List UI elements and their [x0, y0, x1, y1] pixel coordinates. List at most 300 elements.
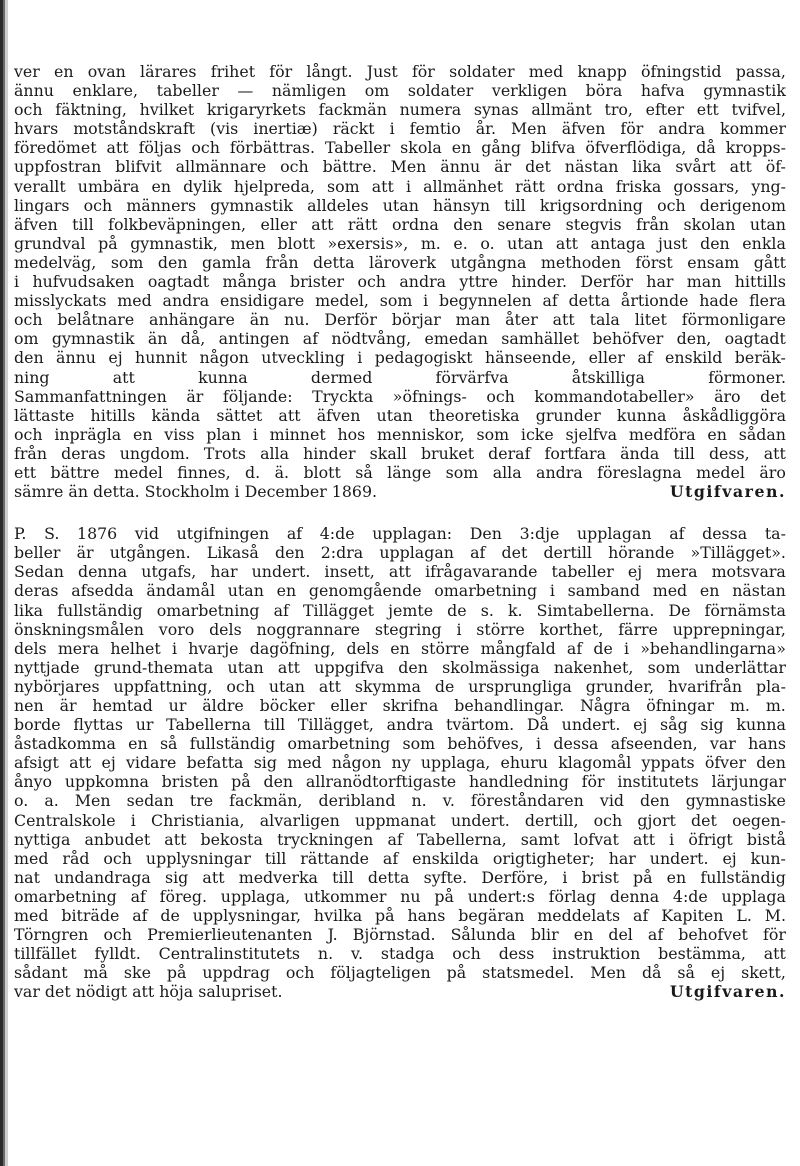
word: gossars,	[673, 176, 740, 196]
word: i	[536, 734, 542, 754]
word: verkligen	[491, 81, 568, 101]
word: Centralskole	[14, 810, 116, 830]
word: svårt	[675, 157, 716, 177]
word: deribland	[318, 791, 396, 811]
word: ensidigare	[220, 291, 305, 311]
word: nämligen	[271, 81, 347, 101]
word: uppfostran	[14, 157, 102, 177]
word: soldater	[407, 81, 474, 101]
word: —	[237, 81, 254, 101]
text-line	[14, 562, 786, 581]
word: att	[318, 676, 341, 696]
word: deras	[61, 443, 106, 463]
word: många	[222, 272, 277, 292]
word: lofvat	[573, 829, 619, 849]
word: och	[14, 310, 43, 330]
word: de	[434, 676, 455, 696]
word: tabeller	[156, 81, 219, 101]
word: stegvis	[565, 214, 622, 234]
word: följas	[138, 138, 182, 158]
word: från	[265, 252, 299, 272]
text-line	[14, 601, 786, 620]
word: dels	[209, 619, 242, 639]
word: större	[476, 619, 525, 639]
word: del	[608, 925, 633, 945]
word: hemtad	[92, 696, 153, 715]
text-line	[14, 310, 786, 329]
word: jemte	[388, 600, 434, 620]
word: behöfves,	[447, 734, 524, 754]
word: var	[709, 734, 736, 754]
word: som	[402, 734, 436, 754]
word: lärjungar	[711, 772, 786, 792]
word: i	[456, 619, 462, 639]
paragraph-1	[14, 62, 786, 501]
word: undert.	[649, 848, 709, 868]
word: origtigheter;	[492, 848, 595, 868]
word: rätt	[515, 176, 545, 196]
word: ensam	[687, 252, 740, 272]
word: ehuru	[500, 753, 548, 773]
word: såg	[660, 715, 688, 735]
word: afsedda	[71, 581, 134, 601]
word: hvilket	[139, 100, 195, 120]
word: nen	[14, 696, 44, 715]
word: utgången.	[109, 543, 191, 563]
text-line	[14, 234, 786, 253]
text-line	[14, 887, 786, 906]
word: med	[14, 906, 49, 926]
word: andra	[399, 272, 447, 292]
word: till	[72, 214, 94, 234]
word: hvarifrån	[667, 676, 743, 696]
word: att	[277, 657, 301, 677]
word: Derför	[580, 272, 633, 292]
word: Derför	[324, 310, 377, 330]
word: misslyckats	[14, 291, 107, 311]
word: stegring	[374, 619, 442, 639]
word: utan	[382, 195, 419, 215]
text-line	[14, 157, 786, 176]
word: skymma	[354, 676, 421, 696]
word: år.	[475, 119, 496, 139]
word: på	[434, 886, 454, 906]
word: ett	[14, 462, 37, 482]
line-text: var det nödigt att höja salupriset.	[14, 982, 283, 1002]
word: sedan	[126, 791, 174, 811]
word: men	[230, 233, 265, 253]
word: hitills	[90, 405, 136, 425]
word: denna	[609, 886, 660, 906]
text-line	[14, 772, 786, 791]
word: voro	[158, 619, 195, 639]
word: åskådliggöra	[682, 405, 786, 425]
word: Men	[511, 119, 547, 139]
word: Sedan	[14, 562, 64, 582]
word: rättande	[300, 848, 369, 868]
word: J.	[327, 925, 338, 945]
word: 1876	[77, 524, 118, 544]
word: krigaryrkets	[206, 100, 306, 120]
word: dessa	[553, 734, 599, 754]
word: så	[159, 734, 178, 754]
word: som	[647, 657, 681, 677]
word: gymnastik,	[130, 233, 218, 253]
word: grunder	[535, 405, 601, 425]
word: genomgående	[308, 581, 422, 601]
word: utan	[749, 214, 786, 234]
word: att	[763, 443, 786, 463]
word: utkommer	[304, 886, 387, 906]
word: frihet	[210, 62, 256, 81]
word: från	[636, 214, 670, 234]
word: bättre	[50, 462, 100, 482]
word: synas	[473, 100, 519, 120]
word: kunna	[616, 405, 667, 425]
word: sjelfva	[565, 424, 618, 444]
word: hörande	[608, 543, 675, 563]
word: alvarligen	[259, 810, 340, 830]
text-line	[14, 482, 786, 501]
word: en	[390, 638, 410, 658]
word: mera	[656, 562, 698, 582]
word: hänseende,	[484, 348, 577, 368]
word: på	[166, 963, 187, 983]
word: ursprungliga	[468, 676, 572, 696]
word: afseenden,	[610, 734, 698, 754]
text-line	[14, 406, 786, 425]
word: förlag	[548, 886, 597, 906]
word: fullständig	[700, 867, 786, 887]
word: tabeller	[551, 562, 614, 582]
word: anhängare	[149, 310, 235, 330]
word: för	[581, 772, 605, 792]
word: kommer	[720, 119, 786, 139]
word: Derföre,	[481, 867, 549, 887]
word: upplagan	[379, 543, 454, 563]
word: Törngren	[14, 925, 89, 945]
word: en	[699, 581, 720, 601]
word: och	[226, 676, 255, 696]
word: är	[59, 696, 77, 715]
word: utan	[507, 233, 544, 253]
word: skall	[369, 443, 407, 463]
word: af	[637, 348, 653, 368]
word: omarbetning	[156, 600, 260, 620]
word: och	[103, 925, 132, 945]
word: uppgifva	[314, 657, 385, 677]
word: allranödtorftigaste	[305, 772, 457, 792]
word: dertill,	[524, 810, 579, 830]
word: än	[249, 310, 270, 330]
word: då	[696, 138, 716, 158]
word: hänsyn	[433, 195, 491, 215]
word: af	[387, 829, 403, 849]
word: blott	[277, 233, 315, 253]
word: finnes,	[177, 462, 231, 482]
word: gymnastik	[210, 195, 293, 215]
word: emedan	[424, 329, 488, 349]
text-line	[14, 463, 786, 482]
word: sådan	[738, 424, 786, 444]
word: föreståndaren	[470, 791, 584, 811]
text-line	[14, 677, 786, 696]
word: denna	[77, 562, 128, 582]
word: fullständig	[57, 600, 143, 620]
word: medel	[696, 462, 745, 482]
text-line	[14, 581, 786, 600]
word: på	[375, 906, 395, 926]
word: dess,	[708, 443, 750, 463]
word: förvärfva	[435, 367, 509, 387]
word: fullständig	[189, 734, 276, 754]
word: Centralinstitutets	[158, 944, 301, 964]
word: ungdom.	[119, 443, 190, 463]
word: hvarje	[188, 638, 239, 658]
word: litet	[634, 310, 667, 330]
word: de	[593, 638, 613, 658]
word: bistå	[746, 829, 786, 849]
word: medelväg,	[14, 252, 97, 272]
word: yng-	[751, 176, 786, 196]
word: nybörjares	[14, 676, 100, 696]
word: syfte.	[423, 867, 468, 887]
word: är	[186, 386, 204, 406]
word: antaga	[590, 233, 646, 253]
word: skolan	[683, 214, 736, 234]
word: då,	[180, 329, 206, 349]
word: af	[566, 638, 583, 658]
word: behandlingar.	[454, 696, 565, 715]
word: statsmedel.	[482, 963, 575, 983]
word: nyttjade	[14, 657, 80, 677]
word: läroverk	[369, 252, 436, 272]
word: ett	[696, 100, 719, 120]
word: Just	[366, 62, 398, 81]
word: nat	[14, 867, 40, 887]
word: och	[280, 157, 309, 177]
word: ur	[168, 696, 187, 715]
word: ända	[620, 443, 660, 463]
word: hvars	[14, 119, 59, 139]
word: knapp	[577, 62, 627, 81]
word: Sålunda	[450, 925, 516, 945]
word: en	[132, 424, 153, 444]
word: till	[332, 867, 354, 887]
word: och	[357, 272, 386, 292]
word: långt.	[306, 62, 353, 81]
word: biträde	[61, 906, 120, 926]
word: lika	[632, 157, 662, 177]
word: ny	[391, 753, 411, 773]
word: folkbeväpningen,	[108, 214, 247, 234]
word: undert.	[561, 715, 621, 735]
text-line	[14, 868, 786, 887]
word: omarbetning	[287, 734, 391, 754]
word: k.	[507, 600, 523, 620]
word: hans	[407, 906, 446, 926]
word: Men	[590, 963, 626, 983]
word: upplaga,	[220, 886, 291, 906]
word: kropps-	[725, 138, 786, 158]
word: hos	[337, 424, 366, 444]
text-line	[14, 368, 786, 387]
word: med	[117, 291, 152, 311]
word: insett,	[324, 562, 375, 582]
word: skrifna	[382, 696, 439, 715]
word: på	[446, 963, 467, 983]
word: gymnastik	[51, 329, 135, 349]
text-line	[14, 963, 786, 982]
word: utan	[227, 581, 264, 601]
word: P.	[14, 524, 27, 544]
word: dylik	[183, 176, 222, 196]
word: i	[252, 424, 258, 444]
word: man	[686, 272, 722, 292]
word: methoden	[540, 252, 621, 272]
word: passa,	[735, 62, 786, 81]
word: är	[76, 543, 94, 563]
word: den	[157, 252, 188, 272]
word: numera	[399, 100, 462, 120]
word: ej	[710, 963, 726, 983]
word: större	[420, 638, 470, 658]
text-line	[14, 753, 786, 772]
word: de	[447, 600, 467, 620]
word: af	[302, 329, 319, 349]
word: af	[132, 906, 148, 926]
word: att	[311, 214, 334, 234]
word: sig	[700, 715, 724, 735]
word: Men	[390, 157, 427, 177]
word: uppfattning,	[113, 676, 213, 696]
word: upplysningar,	[192, 906, 302, 926]
word: andra	[386, 715, 434, 735]
word: och	[486, 386, 515, 406]
word: råd	[62, 848, 90, 868]
word: v.	[442, 791, 455, 811]
word: ännu	[14, 81, 54, 101]
word: först	[635, 252, 673, 272]
word: andra	[162, 291, 210, 311]
word: utan	[268, 676, 305, 696]
word: den,	[676, 329, 712, 349]
word: ver	[14, 62, 40, 81]
word: åstadkomma	[14, 734, 116, 754]
word: De	[668, 600, 691, 620]
word: och	[657, 195, 686, 215]
word: undert.	[251, 562, 311, 582]
word: bruket	[420, 443, 475, 463]
text-line	[14, 925, 786, 944]
word: ändamål	[146, 581, 215, 601]
word: a.	[44, 791, 59, 811]
word: blir	[530, 925, 559, 945]
word: föredömet	[14, 138, 97, 158]
word: utveckling	[261, 348, 345, 368]
word: kända	[151, 405, 201, 425]
text-line	[14, 524, 786, 543]
word: tvärtom.	[446, 715, 515, 735]
word: ning	[14, 367, 50, 387]
word: nästan	[732, 581, 786, 601]
word: enskild	[664, 348, 723, 368]
word: pedagogiskt	[374, 348, 473, 368]
word: ej	[633, 715, 648, 735]
word: af	[273, 600, 289, 620]
word: oagtadt	[724, 329, 786, 349]
word: ur	[135, 715, 154, 735]
word: vid	[134, 524, 159, 544]
word: samhället	[501, 329, 580, 349]
text-line	[14, 944, 786, 963]
word: efter	[645, 100, 685, 120]
word: »Tillägget».	[690, 543, 786, 563]
word: från	[14, 443, 47, 463]
text-line	[14, 253, 786, 272]
signature: Utgifvaren.	[669, 482, 786, 502]
word: stadga	[380, 944, 435, 964]
word: beräk-	[734, 348, 786, 368]
word: önskningsmålen	[14, 619, 144, 639]
word: böcker	[259, 696, 315, 715]
word: grund-themata	[93, 657, 214, 677]
text-line	[14, 138, 786, 157]
word: hans	[748, 734, 786, 754]
word: må	[83, 963, 108, 983]
word: en	[666, 867, 687, 887]
word: theoretiska	[428, 405, 520, 425]
word: kun-	[750, 848, 786, 868]
word: af	[647, 925, 664, 945]
word: sådant	[14, 963, 68, 983]
text-line	[14, 696, 786, 715]
word: gamla	[202, 252, 252, 272]
word: föreg.	[159, 886, 208, 906]
word: hjelpreda,	[233, 176, 315, 196]
word: af	[130, 886, 146, 906]
word: den	[263, 772, 294, 792]
word: skolmässiga	[442, 657, 540, 677]
word: det	[501, 543, 528, 563]
book-gutter-edge	[0, 0, 10, 1166]
word: yttre	[459, 272, 498, 292]
word: m.	[420, 233, 441, 253]
word: Likaså	[206, 543, 259, 563]
word: så	[355, 462, 373, 482]
word: sig	[253, 753, 277, 773]
word: senare	[497, 214, 552, 234]
word: en	[276, 581, 297, 601]
word: allmännare	[175, 157, 267, 177]
text-line	[14, 906, 786, 925]
word: att	[729, 157, 752, 177]
word: v.	[350, 944, 364, 964]
word: m.	[765, 696, 786, 715]
word: af	[633, 906, 649, 926]
word: omarbetning	[14, 886, 117, 906]
word: deras	[14, 581, 59, 601]
word: inprägla	[54, 424, 122, 444]
document-text	[14, 62, 786, 1002]
signature: Utgifvaren.	[669, 982, 786, 1002]
word: tro,	[604, 100, 633, 120]
word: äfven	[561, 119, 606, 139]
word: nu.	[284, 310, 310, 330]
word: M.	[764, 906, 786, 926]
word: afsigt	[14, 753, 59, 773]
word: i	[549, 581, 555, 601]
